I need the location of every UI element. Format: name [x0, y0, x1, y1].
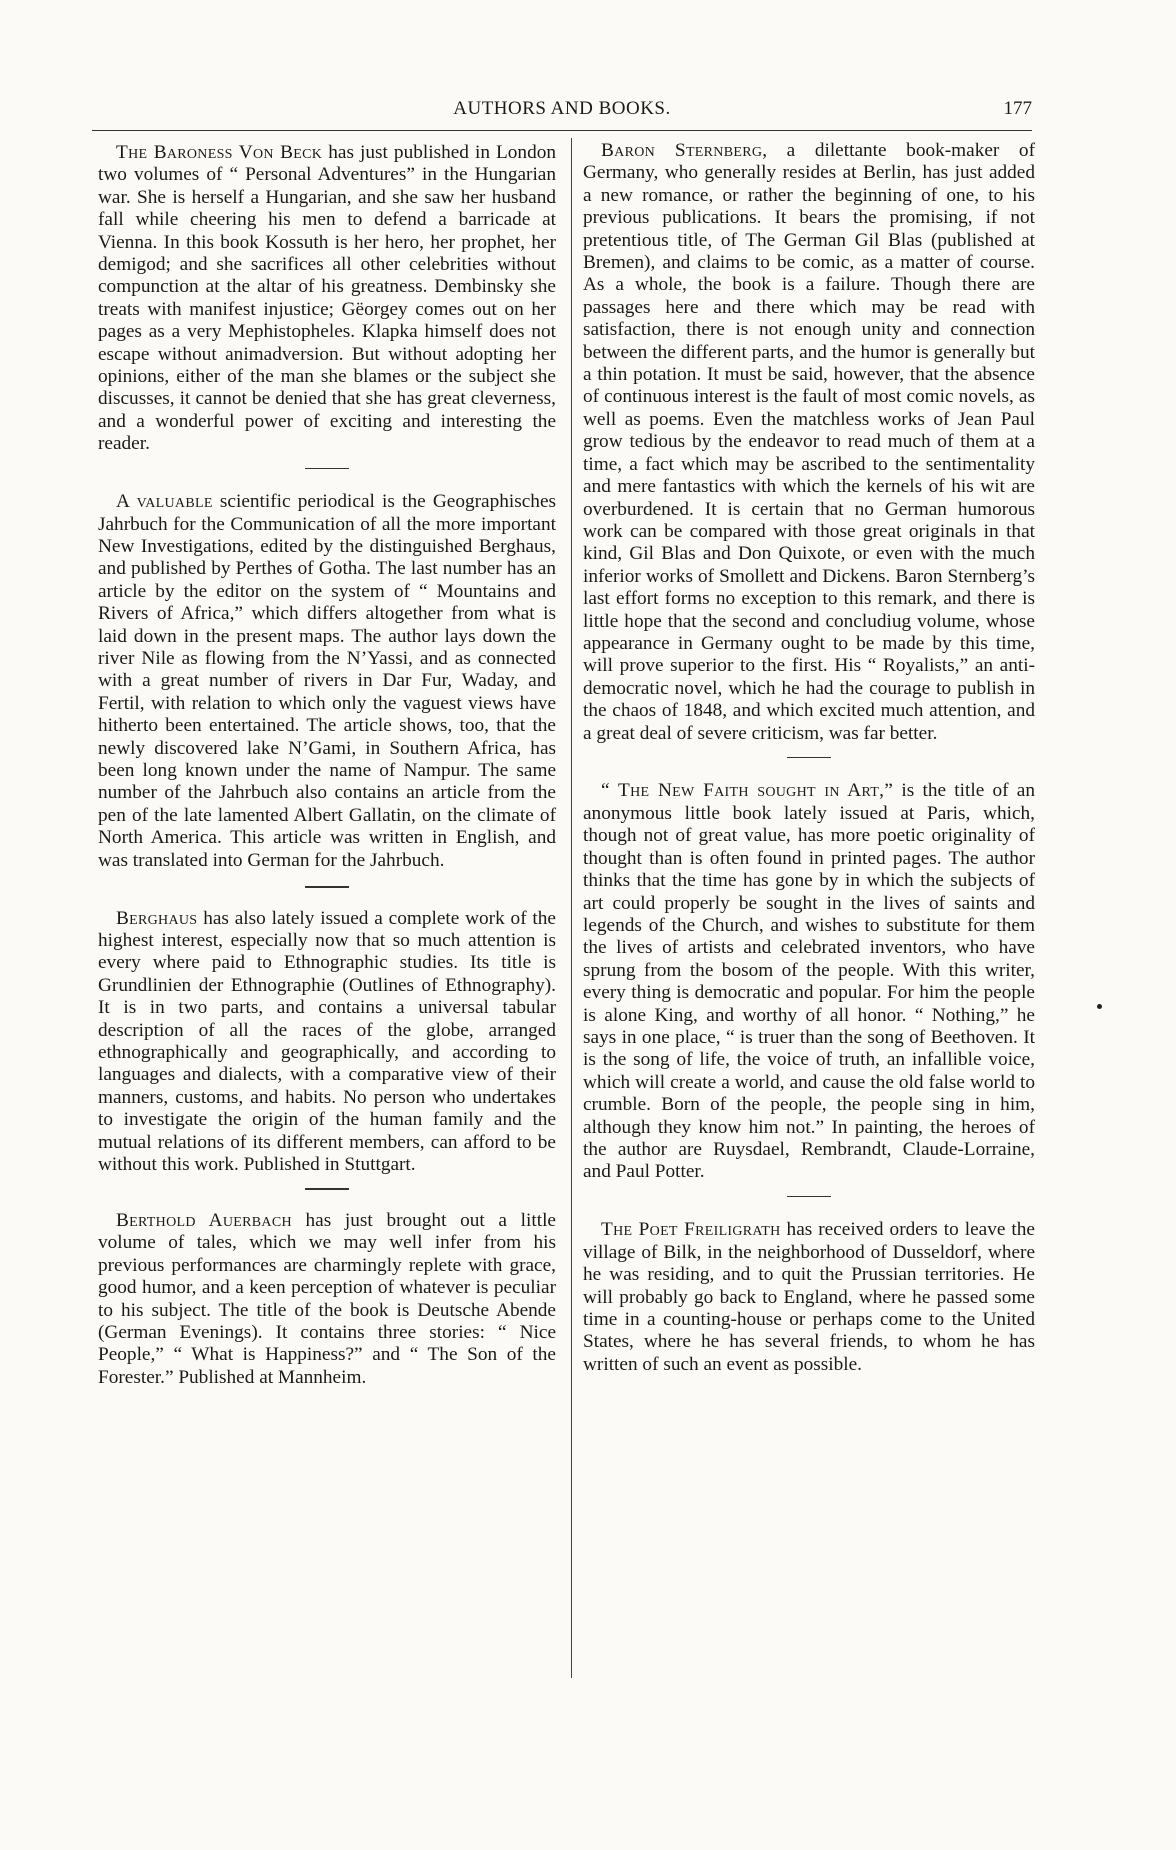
article-text: has also lately issued a complete work of the highest interest, especially now that so much attention is every where paid to Ethnographic studies. Its title is Grundlinien der Ethnographie (Outlines of Ethnography). It is in two parts, and contains a universal tabular description of all the races of the globe, arranged ethnographically and geographically, and according to languages and dialects, with a comparative view of their manners, customs, and habits. No person who undertakes to investigate the origin of the human family and the mutual relations of its different members, can afford to be without this work. Published in Stuttgart. [98, 907, 556, 1176]
article-text: has just brought out a little volume of tales, which we may well infer from his previous performances are charmingly replete with grace, good humor, and a keen perception of whatever is peculiar to his subject. The title of the book is Deutsche Abende (German Evenings). It contains three stories: “ Nice People,” “ What is Happiness?” and “ The Son of the Forester.” Published at Mannheim. [98, 1209, 556, 1388]
article-freiligrath [583, 1219, 1035, 1376]
article-new-faith [583, 780, 1035, 1183]
section-separator [305, 886, 349, 888]
running-title: AUTHORS AND BOOKS. [453, 98, 671, 119]
ink-speck [1097, 1004, 1102, 1009]
article-sternberg [583, 140, 1035, 745]
article-berghaus [98, 908, 556, 1177]
section-separator [787, 757, 831, 759]
right-column [583, 140, 1035, 1376]
article-lead: “ The New Faith sought in Art,” [601, 780, 894, 802]
section-separator [305, 468, 349, 470]
article-von-beck [98, 142, 556, 456]
article-auerbach [98, 1210, 556, 1389]
article-geographisches-jahrbuch [98, 491, 556, 872]
section-separator [305, 1188, 349, 1190]
article-lead: The Poet Freiligrath [601, 1219, 781, 1241]
article-text: has received orders to leave the village of Bilk, in the neighborhood of Dusseldorf, where he was residing, and to quit the Prussian territories. He will probably go back to England, where he passed some time in a counting-house or perhaps come to the United States, where he has several friends, to whom he has written of such an event as possible. [583, 1219, 1035, 1375]
section-separator [787, 1196, 831, 1198]
article-text: , a dilettante book-maker of Germany, who generally resides at Berlin, has just added a new romance, or rather the beginning of one, to his previous publications. It bears the promising, if not pretentious title, of The German Gil Blas (published at Bremen), and claims to be comic, as a matter of course. As a whole, the book is a failure. Though there are passages here and there which may be read with satisfaction, there is not enough unity and connection between the different parts, and the humor is generally but a thin potation. It must be said, however, that the absence of continuous interest is the fault of most comic novels, as well as poems. Even the matchless works of Jean Paul grow tedious by the endeavor to read much of them at a time, a fact which may be ascribed to the sentimentality and mere fantastics with which the kernels of his wit are overburdened. It is certain that no German humorous work can be compared with those great originals in that kind, Gil Blas and Don Quixote, or even with the much inferior works of Smollett and Dickens. Baron Sternberg’s last effort forms no exception to this remark, and there is little hope that the second and concludiug volume, whose appearance in Germany ought to be made by this time, will prove superior to the first. His “ Royalists,” an anti-democratic novel, which he had the courage to publish in the chaos of 1848, and which excited much attention, and a great deal of severe criticism, was far better. [583, 140, 1035, 744]
article-lead: A valuable [116, 491, 213, 513]
page-number: 177 [1003, 98, 1032, 119]
article-lead: The Baroness Von Beck [116, 142, 323, 163]
left-column [98, 142, 556, 1389]
column-rule [571, 138, 572, 1678]
article-lead: Berghaus [116, 907, 198, 929]
article-text: has just published in London two volumes of “ Personal Adventures” in the Hungarian war. She is herself a Hungarian, and she saw her husband fall while cheering his men to defend a barricade at Vienna. In this book Kossuth is her hero, her prophet, her demigod; and she sacrifices all other celebrities without compunction at the altar of his greatness. Dembinsky she treats with manifest injustice; Gëorgey comes out on her pages as a very Mephistopheles. Klapka himself does not escape without animadversion. But without adopting her opinions, either of the man she blames or the subject she discusses, it cannot be denied that she has great cleverness, and a wonderful power of exciting and interesting the reader. [98, 142, 556, 455]
article-text: scientific periodical is the Geographisches Jahrbuch for the Communication of all the more important New Investigations, edited by the distinguished Berghaus, and published by Perthes of Gotha. The last number has an article by the editor on the system of “ Mountains and Rivers of Africa,” which differs altogether from what is laid down in the present maps. The author lays down the river Nile as flowing from the N’Yassi, and as connected with a great number of rivers in Dar Fur, Waday, and Fertil, with relation to which only the vaguest views have hitherto been entertained. The article shows, too, that the newly discovered lake N’Gami, in Southern Africa, has been long known under the name of Nampur. The same number of the Jahrbuch also contains an article from the pen of the late lamented Albert Gallatin, on the climate of North America. This article was written in English, and was translated into German for the Jahrbuch. [98, 491, 557, 871]
article-text: is the title of an anonymous little book lately issued at Paris, which, though not of great value, has more poetic originality of thought than is often found in printed pages. The author thinks that the time has gone by in which the subjects of art could properly be sought in the lives of saints and legends of the Church, and wishes to substitute for them the lives of artists and celebrated inventors, who have sprung from the bosom of the people. With this writer, every thing is democratic and popular. For him the people is alone King, and worthy of all honor. “ Nothing,” he says in one place, “ is truer than the song of Beethoven. It is the song of life, the voice of truth, an infallible voice, which will create a world, and cause the old false world to crumble. Born of the people, the people sing in him, although they know him not.” In painting, the heroes of the author are Ruysdael, Rembrandt, Claude-Lorraine, and Paul Potter. [583, 780, 1035, 1183]
article-lead: Baron Sternberg [601, 140, 763, 161]
article-lead: Berthold Auerbach [116, 1209, 292, 1231]
running-head [92, 96, 1032, 131]
